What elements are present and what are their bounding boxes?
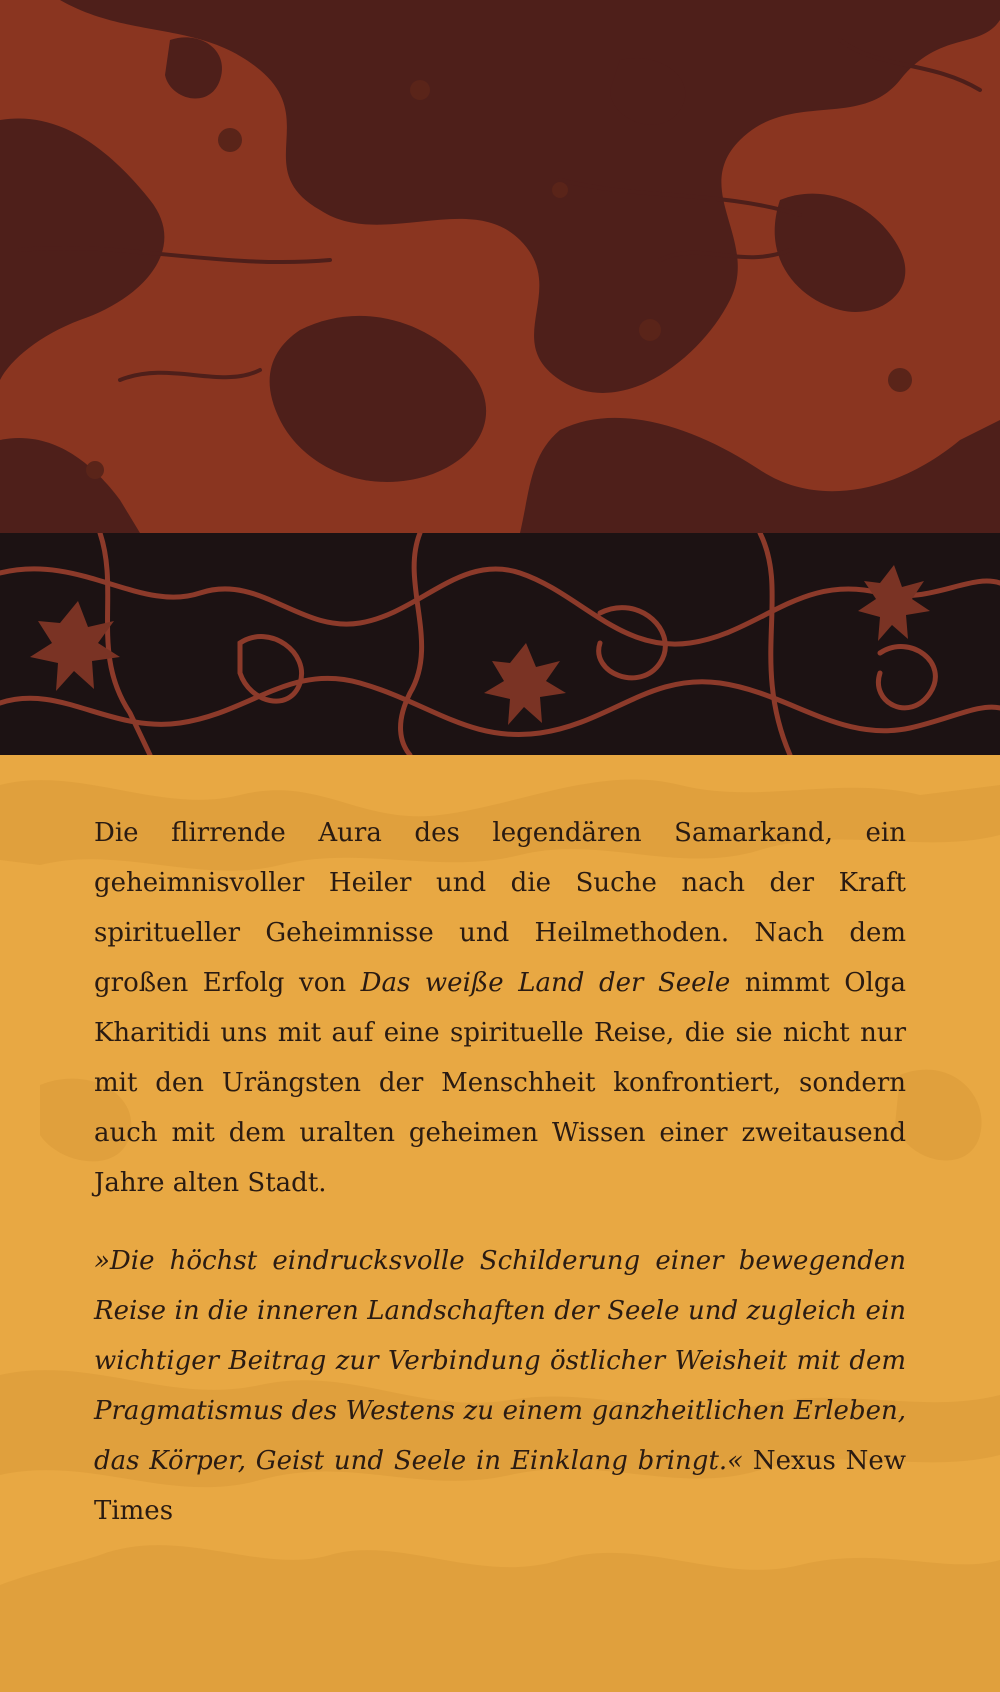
dark-batik-pattern [0,533,1000,755]
review-source: Nexus New Times [94,1446,907,1526]
review-paragraph [94,1236,906,1536]
red-batik-pattern [0,0,1000,533]
review-quote: »Die höchst eindrucksvolle Schilderung einer bewegenden Reise in die inneren Landschaften der Seele und zugleich ein wichtiger Beitrag zur Verbindung östlicher Weisheit mit dem Pragmatismus des Westens zu einem ganzheitlichen Erleben, das Körper, Geist und Seele in Einklang bringt.« [94,1246,906,1476]
description-text-part-2: nimmt Olga Kharitidi uns mit auf eine spirituelle Reise, die sie nicht nur mit den Urängsten der Menschheit konfrontiert, sondern auch mit dem uralten geheimen Wissen einer zweitausend Jahre alten Stadt. [94,968,906,1198]
book-title-reference: Das weiße Land der Seele [360,968,731,998]
blurb-text-block [94,808,906,1536]
description-text-part-1: Die flirrende Aura des legendären Samarkand, ein geheimnisvoller Heiler und die Suche nach der Kraft spiritueller Geheimnisse und Heilmethoden. Nach dem großen Erfolg von [94,818,906,998]
top-batik-band [0,0,1000,533]
description-paragraph [94,808,906,1208]
middle-batik-band [0,533,1000,755]
